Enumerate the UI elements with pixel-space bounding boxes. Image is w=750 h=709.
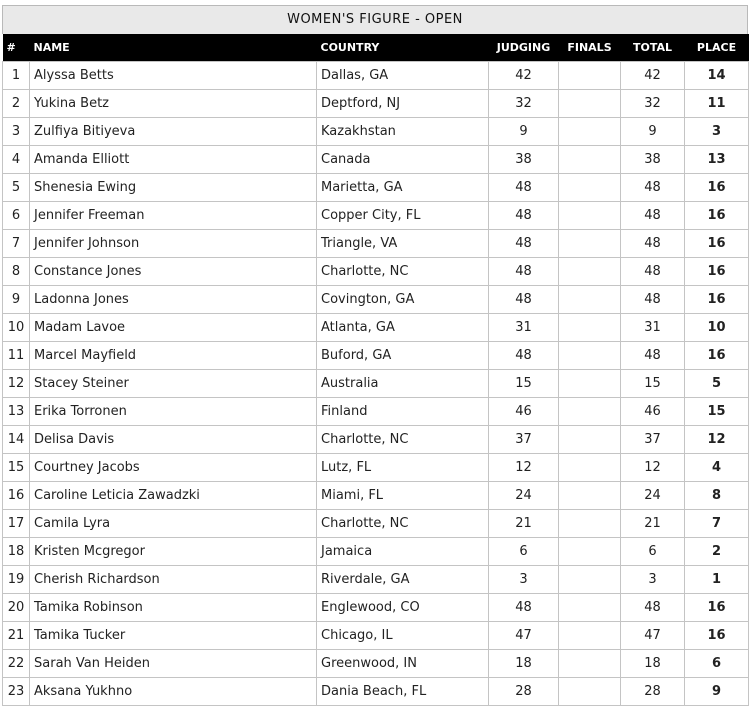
- cell-place: 16: [685, 286, 749, 314]
- cell-name: Erika Torronen: [30, 398, 317, 426]
- cell-name: Delisa Davis: [30, 426, 317, 454]
- cell-place: 15: [685, 398, 749, 426]
- cell-total: 37: [621, 426, 685, 454]
- cell-total: 38: [621, 146, 685, 174]
- cell-rank: 17: [3, 510, 30, 538]
- table-row: [3, 118, 749, 146]
- cell-place: 4: [685, 454, 749, 482]
- table-row: [3, 454, 749, 482]
- cell-judging: 28: [489, 678, 559, 706]
- cell-judging: 9: [489, 118, 559, 146]
- cell-country: Finland: [317, 398, 489, 426]
- table-row: [3, 678, 749, 706]
- table-row: [3, 258, 749, 286]
- cell-place: 16: [685, 202, 749, 230]
- cell-total: 24: [621, 482, 685, 510]
- table-row: [3, 146, 749, 174]
- cell-finals: [559, 454, 621, 482]
- cell-judging: 18: [489, 650, 559, 678]
- cell-name: Aksana Yukhno: [30, 678, 317, 706]
- cell-place: 1: [685, 566, 749, 594]
- cell-place: 14: [685, 62, 749, 90]
- table-row: [3, 230, 749, 258]
- cell-name: Amanda Elliott: [30, 146, 317, 174]
- cell-country: Charlotte, NC: [317, 426, 489, 454]
- cell-place: 16: [685, 622, 749, 650]
- table-row: [3, 398, 749, 426]
- cell-finals: [559, 594, 621, 622]
- table-row: [3, 482, 749, 510]
- cell-country: Canada: [317, 146, 489, 174]
- cell-name: Tamika Tucker: [30, 622, 317, 650]
- cell-rank: 16: [3, 482, 30, 510]
- cell-finals: [559, 314, 621, 342]
- cell-judging: 48: [489, 230, 559, 258]
- table-row: [3, 202, 749, 230]
- cell-judging: 48: [489, 594, 559, 622]
- cell-country: Dania Beach, FL: [317, 678, 489, 706]
- cell-total: 48: [621, 230, 685, 258]
- cell-total: 48: [621, 594, 685, 622]
- cell-judging: 12: [489, 454, 559, 482]
- cell-finals: [559, 174, 621, 202]
- header-country: COUNTRY: [317, 34, 489, 62]
- cell-total: 18: [621, 650, 685, 678]
- cell-rank: 13: [3, 398, 30, 426]
- cell-place: 16: [685, 174, 749, 202]
- cell-total: 3: [621, 566, 685, 594]
- header-place: PLACE: [685, 34, 749, 62]
- table-row: [3, 426, 749, 454]
- cell-judging: 48: [489, 202, 559, 230]
- cell-rank: 11: [3, 342, 30, 370]
- cell-judging: 48: [489, 342, 559, 370]
- cell-name: Madam Lavoe: [30, 314, 317, 342]
- cell-finals: [559, 426, 621, 454]
- cell-finals: [559, 146, 621, 174]
- cell-finals: [559, 370, 621, 398]
- cell-judging: 21: [489, 510, 559, 538]
- cell-rank: 21: [3, 622, 30, 650]
- cell-country: Miami, FL: [317, 482, 489, 510]
- cell-rank: 4: [3, 146, 30, 174]
- cell-name: Yukina Betz: [30, 90, 317, 118]
- cell-rank: 14: [3, 426, 30, 454]
- cell-country: Charlotte, NC: [317, 510, 489, 538]
- cell-judging: 3: [489, 566, 559, 594]
- cell-total: 48: [621, 174, 685, 202]
- cell-rank: 1: [3, 62, 30, 90]
- cell-total: 48: [621, 202, 685, 230]
- cell-rank: 22: [3, 650, 30, 678]
- cell-rank: 15: [3, 454, 30, 482]
- cell-country: Marietta, GA: [317, 174, 489, 202]
- cell-name: Sarah Van Heiden: [30, 650, 317, 678]
- cell-place: 10: [685, 314, 749, 342]
- cell-total: 42: [621, 62, 685, 90]
- cell-finals: [559, 258, 621, 286]
- cell-country: Buford, GA: [317, 342, 489, 370]
- cell-finals: [559, 118, 621, 146]
- cell-judging: 48: [489, 286, 559, 314]
- cell-name: Shenesia Ewing: [30, 174, 317, 202]
- table-row: [3, 650, 749, 678]
- cell-place: 3: [685, 118, 749, 146]
- header-row: [3, 34, 749, 62]
- cell-finals: [559, 622, 621, 650]
- cell-judging: 48: [489, 258, 559, 286]
- cell-name: Camila Lyra: [30, 510, 317, 538]
- cell-name: Zulfiya Bitiyeva: [30, 118, 317, 146]
- cell-finals: [559, 678, 621, 706]
- cell-name: Cherish Richardson: [30, 566, 317, 594]
- cell-judging: 48: [489, 174, 559, 202]
- cell-name: Jennifer Johnson: [30, 230, 317, 258]
- cell-judging: 15: [489, 370, 559, 398]
- cell-name: Ladonna Jones: [30, 286, 317, 314]
- cell-name: Courtney Jacobs: [30, 454, 317, 482]
- cell-finals: [559, 538, 621, 566]
- cell-name: Stacey Steiner: [30, 370, 317, 398]
- cell-rank: 18: [3, 538, 30, 566]
- cell-judging: 31: [489, 314, 559, 342]
- cell-name: Jennifer Freeman: [30, 202, 317, 230]
- cell-country: Lutz, FL: [317, 454, 489, 482]
- cell-name: Alyssa Betts: [30, 62, 317, 90]
- cell-finals: [559, 62, 621, 90]
- results-table: [2, 34, 749, 706]
- cell-country: Riverdale, GA: [317, 566, 489, 594]
- cell-country: Covington, GA: [317, 286, 489, 314]
- cell-country: Dallas, GA: [317, 62, 489, 90]
- table-row: [3, 370, 749, 398]
- cell-name: Kristen Mcgregor: [30, 538, 317, 566]
- cell-total: 48: [621, 258, 685, 286]
- results-sheet: [2, 5, 748, 706]
- cell-rank: 9: [3, 286, 30, 314]
- cell-finals: [559, 482, 621, 510]
- cell-place: 16: [685, 230, 749, 258]
- cell-finals: [559, 566, 621, 594]
- cell-finals: [559, 650, 621, 678]
- cell-judging: 6: [489, 538, 559, 566]
- cell-total: 21: [621, 510, 685, 538]
- cell-place: 5: [685, 370, 749, 398]
- cell-total: 48: [621, 342, 685, 370]
- cell-country: Deptford, NJ: [317, 90, 489, 118]
- header-judging: JUDGING: [489, 34, 559, 62]
- cell-finals: [559, 286, 621, 314]
- cell-finals: [559, 342, 621, 370]
- table-row: [3, 538, 749, 566]
- header-finals: FINALS: [559, 34, 621, 62]
- cell-place: 2: [685, 538, 749, 566]
- cell-finals: [559, 230, 621, 258]
- cell-judging: 38: [489, 146, 559, 174]
- cell-judging: 46: [489, 398, 559, 426]
- cell-country: Greenwood, IN: [317, 650, 489, 678]
- cell-total: 47: [621, 622, 685, 650]
- cell-rank: 3: [3, 118, 30, 146]
- cell-place: 8: [685, 482, 749, 510]
- cell-place: 9: [685, 678, 749, 706]
- table-row: [3, 594, 749, 622]
- cell-place: 16: [685, 258, 749, 286]
- cell-name: Marcel Mayfield: [30, 342, 317, 370]
- cell-finals: [559, 398, 621, 426]
- cell-rank: 7: [3, 230, 30, 258]
- cell-finals: [559, 90, 621, 118]
- table-row: [3, 174, 749, 202]
- cell-place: 13: [685, 146, 749, 174]
- cell-total: 31: [621, 314, 685, 342]
- header-name: NAME: [30, 34, 317, 62]
- cell-total: 28: [621, 678, 685, 706]
- cell-place: 7: [685, 510, 749, 538]
- cell-judging: 24: [489, 482, 559, 510]
- cell-country: Jamaica: [317, 538, 489, 566]
- header-rank: #: [3, 34, 30, 62]
- cell-rank: 20: [3, 594, 30, 622]
- cell-name: Constance Jones: [30, 258, 317, 286]
- cell-place: 16: [685, 342, 749, 370]
- cell-total: 46: [621, 398, 685, 426]
- cell-country: Triangle, VA: [317, 230, 489, 258]
- cell-judging: 42: [489, 62, 559, 90]
- table-row: [3, 566, 749, 594]
- cell-country: Atlanta, GA: [317, 314, 489, 342]
- cell-rank: 2: [3, 90, 30, 118]
- cell-country: Chicago, IL: [317, 622, 489, 650]
- cell-total: 9: [621, 118, 685, 146]
- cell-rank: 12: [3, 370, 30, 398]
- cell-finals: [559, 202, 621, 230]
- table-row: [3, 90, 749, 118]
- cell-rank: 19: [3, 566, 30, 594]
- cell-country: Copper City, FL: [317, 202, 489, 230]
- table-title: WOMEN'S FIGURE - OPEN: [2, 5, 748, 34]
- cell-place: 11: [685, 90, 749, 118]
- table-row: [3, 342, 749, 370]
- cell-judging: 37: [489, 426, 559, 454]
- cell-place: 12: [685, 426, 749, 454]
- header-total: TOTAL: [621, 34, 685, 62]
- cell-rank: 10: [3, 314, 30, 342]
- cell-place: 6: [685, 650, 749, 678]
- table-row: [3, 510, 749, 538]
- cell-name: Tamika Robinson: [30, 594, 317, 622]
- cell-judging: 47: [489, 622, 559, 650]
- cell-total: 32: [621, 90, 685, 118]
- cell-country: Australia: [317, 370, 489, 398]
- cell-rank: 8: [3, 258, 30, 286]
- cell-total: 6: [621, 538, 685, 566]
- cell-rank: 23: [3, 678, 30, 706]
- table-row: [3, 286, 749, 314]
- table-row: [3, 622, 749, 650]
- cell-finals: [559, 510, 621, 538]
- cell-judging: 32: [489, 90, 559, 118]
- cell-country: Charlotte, NC: [317, 258, 489, 286]
- cell-total: 48: [621, 286, 685, 314]
- cell-country: Englewood, CO: [317, 594, 489, 622]
- cell-rank: 6: [3, 202, 30, 230]
- cell-name: Caroline Leticia Zawadzki: [30, 482, 317, 510]
- table-row: [3, 314, 749, 342]
- cell-total: 12: [621, 454, 685, 482]
- cell-total: 15: [621, 370, 685, 398]
- cell-country: Kazakhstan: [317, 118, 489, 146]
- table-row: [3, 62, 749, 90]
- cell-rank: 5: [3, 174, 30, 202]
- cell-place: 16: [685, 594, 749, 622]
